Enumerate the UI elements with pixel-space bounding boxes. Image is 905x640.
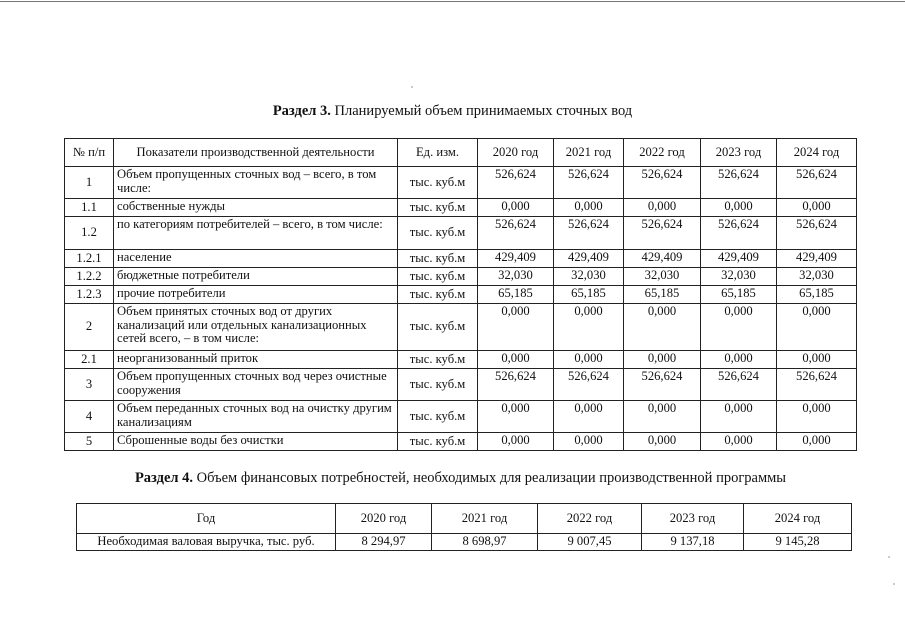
table-header-row <box>65 139 857 167</box>
row-value: 526,624 <box>478 167 554 199</box>
row-number: 1.2.3 <box>65 286 114 304</box>
row-value: 0,000 <box>624 199 701 217</box>
table-row <box>65 268 857 286</box>
row-value: 0,000 <box>701 199 777 217</box>
row-value: 9 007,45 <box>538 534 642 551</box>
section-4-title-text: Объем финансовых потребностей, необходимых для реализации производственной программы <box>193 470 787 486</box>
row-indicator-name: Объем пропущенных сточных вод – всего, в том числе: <box>114 167 398 199</box>
scan-speck <box>411 86 413 88</box>
row-value: 65,185 <box>777 286 857 304</box>
header-label: Год <box>77 504 336 534</box>
header-year: 2022 год <box>624 139 701 167</box>
table-row <box>65 401 857 433</box>
row-number: 1.2 <box>65 217 114 250</box>
row-number: 2.1 <box>65 351 114 369</box>
row-indicator-name: население <box>114 250 398 268</box>
row-number: 5 <box>65 433 114 451</box>
table-row <box>65 250 857 268</box>
table-row <box>65 304 857 351</box>
table-row <box>65 199 857 217</box>
row-value: 0,000 <box>777 401 857 433</box>
header-year: 2023 год <box>701 139 777 167</box>
row-indicator-name: бюджетные потребители <box>114 268 398 286</box>
header-unit: Ед. изм. <box>398 139 478 167</box>
section-4-title <box>8 470 905 487</box>
financial-needs-table <box>76 503 852 551</box>
row-value: 0,000 <box>777 351 857 369</box>
row-value: 526,624 <box>777 167 857 199</box>
row-value: 0,000 <box>624 304 701 351</box>
row-indicator-name: неорганизованный приток <box>114 351 398 369</box>
row-value: 0,000 <box>701 401 777 433</box>
row-indicator-name: Объем переданных сточных вод на очистку другим канализациям <box>114 401 398 433</box>
header-year: 2024 год <box>744 504 852 534</box>
row-value: 526,624 <box>701 217 777 250</box>
row-value: 0,000 <box>554 433 624 451</box>
table-row <box>65 369 857 401</box>
row-value: 0,000 <box>777 199 857 217</box>
row-value: 429,409 <box>478 250 554 268</box>
header-year: 2023 год <box>642 504 744 534</box>
row-value: 32,030 <box>478 268 554 286</box>
row-value: 0,000 <box>777 304 857 351</box>
row-value: 0,000 <box>478 351 554 369</box>
row-value: 65,185 <box>478 286 554 304</box>
table-row <box>65 351 857 369</box>
row-unit: тыс. куб.м <box>398 401 478 433</box>
row-value: 526,624 <box>554 217 624 250</box>
row-value: 0,000 <box>701 351 777 369</box>
row-indicator-name: Объем пропущенных сточных вод через очистные сооружения <box>114 369 398 401</box>
row-value: 429,409 <box>701 250 777 268</box>
header-year: 2021 год <box>432 504 538 534</box>
row-value: 9 145,28 <box>744 534 852 551</box>
row-value: 526,624 <box>554 167 624 199</box>
row-value: 429,409 <box>777 250 857 268</box>
row-value: 9 137,18 <box>642 534 744 551</box>
row-value: 65,185 <box>701 286 777 304</box>
header-name: Показатели производственной деятельности <box>114 139 398 167</box>
row-value: 0,000 <box>554 401 624 433</box>
row-number: 1 <box>65 167 114 199</box>
section-4-title-bold: Раздел 4. <box>134 470 194 486</box>
row-number: 1.1 <box>65 199 114 217</box>
header-year: 2020 год <box>336 504 432 534</box>
row-unit: тыс. куб.м <box>398 217 478 250</box>
table-row <box>65 286 857 304</box>
table-row <box>65 217 857 250</box>
row-value: 0,000 <box>624 401 701 433</box>
row-unit: тыс. куб.м <box>398 433 478 451</box>
row-value: 0,000 <box>554 351 624 369</box>
row-unit: тыс. куб.м <box>398 369 478 401</box>
header-year: 2024 год <box>777 139 857 167</box>
row-value: 32,030 <box>701 268 777 286</box>
row-value: 0,000 <box>701 304 777 351</box>
row-value: 526,624 <box>624 369 701 401</box>
row-value: 32,030 <box>624 268 701 286</box>
row-indicator-name: Сброшенные воды без очистки <box>114 433 398 451</box>
row-indicator-name: прочие потребители <box>114 286 398 304</box>
row-number: 4 <box>65 401 114 433</box>
row-value: 0,000 <box>478 401 554 433</box>
row-value: 0,000 <box>478 304 554 351</box>
row-value: 0,000 <box>478 199 554 217</box>
row-unit: тыс. куб.м <box>398 268 478 286</box>
row-number: 2 <box>65 304 114 351</box>
row-value: 8 294,97 <box>336 534 432 551</box>
section-3-title <box>0 103 905 120</box>
row-value: 526,624 <box>701 369 777 401</box>
row-indicator-name: по категориям потребителей – всего, в том числе: <box>114 217 398 250</box>
table-row <box>65 433 857 451</box>
table-row <box>65 167 857 199</box>
row-unit: тыс. куб.м <box>398 304 478 351</box>
header-year: 2020 год <box>478 139 554 167</box>
section-3-title-bold: Раздел 3. <box>272 103 331 119</box>
row-value: 429,409 <box>624 250 701 268</box>
section-3-title-text: Планируемый объем принимаемых сточных вод <box>330 103 633 119</box>
row-label: Необходимая валовая выручка, тыс. руб. <box>77 534 336 551</box>
row-value: 8 698,97 <box>432 534 538 551</box>
row-value: 526,624 <box>554 369 624 401</box>
table-row <box>77 534 852 551</box>
row-value: 526,624 <box>624 167 701 199</box>
wastewater-volume-table <box>64 138 857 451</box>
row-unit: тыс. куб.м <box>398 167 478 199</box>
row-number: 1.2.2 <box>65 268 114 286</box>
row-unit: тыс. куб.м <box>398 199 478 217</box>
table-header-row <box>77 504 852 534</box>
row-indicator-name: Объем принятых сточных вод от других канализаций или отдельных канализационных сетей всего, – в том числе: <box>114 304 398 351</box>
row-value: 0,000 <box>624 433 701 451</box>
row-value: 32,030 <box>777 268 857 286</box>
row-value: 526,624 <box>478 217 554 250</box>
row-value: 0,000 <box>777 433 857 451</box>
row-value: 65,185 <box>554 286 624 304</box>
row-value: 526,624 <box>777 369 857 401</box>
header-year: 2021 год <box>554 139 624 167</box>
row-value: 0,000 <box>554 304 624 351</box>
row-value: 0,000 <box>701 433 777 451</box>
header-year: 2022 год <box>538 504 642 534</box>
row-value: 65,185 <box>624 286 701 304</box>
row-number: 1.2.1 <box>65 250 114 268</box>
row-value: 0,000 <box>624 351 701 369</box>
row-value: 526,624 <box>624 217 701 250</box>
row-value: 0,000 <box>478 433 554 451</box>
row-unit: тыс. куб.м <box>398 351 478 369</box>
row-value: 526,624 <box>777 217 857 250</box>
row-indicator-name: собственные нужды <box>114 199 398 217</box>
row-unit: тыс. куб.м <box>398 250 478 268</box>
row-number: 3 <box>65 369 114 401</box>
row-value: 429,409 <box>554 250 624 268</box>
scan-top-border <box>0 1 905 2</box>
row-value: 32,030 <box>554 268 624 286</box>
scan-speck <box>893 583 895 585</box>
scan-speck <box>888 556 890 558</box>
row-value: 0,000 <box>554 199 624 217</box>
header-num: № п/п <box>65 139 114 167</box>
row-unit: тыс. куб.м <box>398 286 478 304</box>
row-value: 526,624 <box>478 369 554 401</box>
row-value: 526,624 <box>701 167 777 199</box>
